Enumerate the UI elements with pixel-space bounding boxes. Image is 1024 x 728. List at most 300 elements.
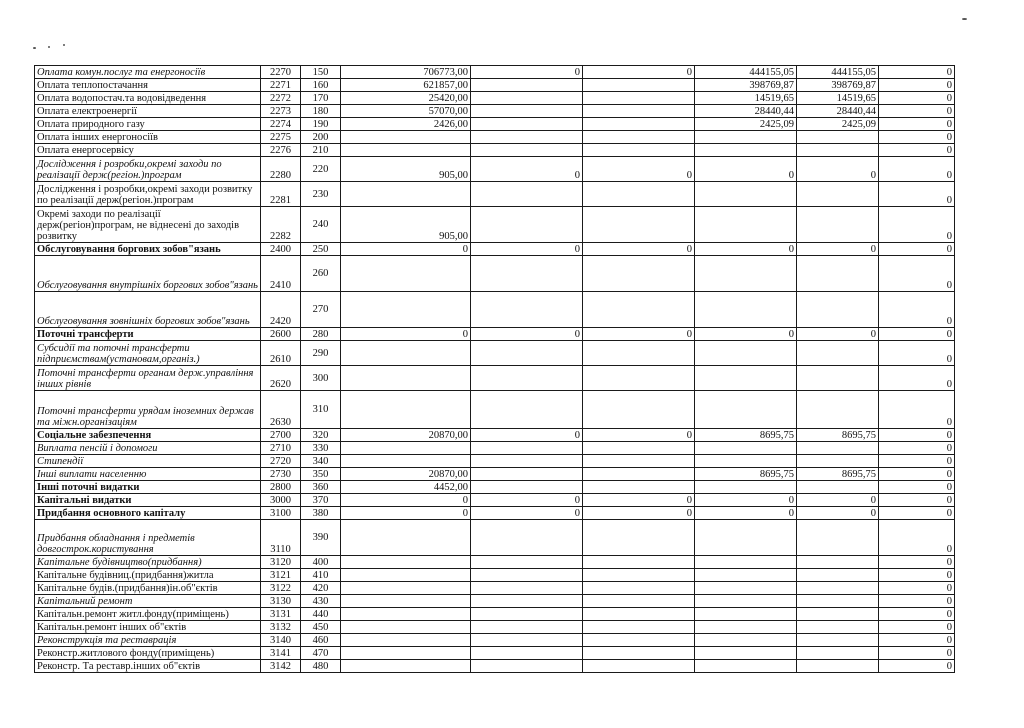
row-code-cell: 3120 bbox=[261, 556, 301, 569]
row-line-cell: 350 bbox=[301, 468, 341, 481]
row-value-cell: 0 bbox=[583, 507, 695, 520]
row-code-cell: 2800 bbox=[261, 481, 301, 494]
row-value-cell: 0 bbox=[583, 429, 695, 442]
row-value-cell bbox=[471, 341, 583, 366]
row-value-cell: 0 bbox=[879, 157, 955, 182]
row-name-cell: Капітальн.ремонт інших об"єктів bbox=[35, 621, 261, 634]
table-row bbox=[35, 131, 955, 144]
row-value-cell bbox=[471, 118, 583, 131]
row-line-cell: 430 bbox=[301, 595, 341, 608]
row-value-cell: 28440,44 bbox=[695, 105, 797, 118]
row-value-cell bbox=[471, 621, 583, 634]
row-name-cell: Стипендії bbox=[35, 455, 261, 468]
row-code-cell: 2610 bbox=[261, 341, 301, 366]
row-value-cell: 14519,65 bbox=[695, 92, 797, 105]
table-row bbox=[35, 634, 955, 647]
row-name-cell: Придбання основного капіталу bbox=[35, 507, 261, 520]
row-line-cell: 170 bbox=[301, 92, 341, 105]
row-value-cell: 2426,00 bbox=[341, 118, 471, 131]
row-value-cell bbox=[695, 442, 797, 455]
row-code-cell: 2275 bbox=[261, 131, 301, 144]
row-value-cell bbox=[695, 595, 797, 608]
row-value-cell: 0 bbox=[879, 92, 955, 105]
row-code-cell: 2630 bbox=[261, 391, 301, 429]
row-value-cell bbox=[341, 391, 471, 429]
row-value-cell bbox=[695, 582, 797, 595]
row-value-cell bbox=[583, 341, 695, 366]
row-value-cell bbox=[471, 292, 583, 328]
row-name-cell: Поточні трансферти органам держ.управління інших рівнів bbox=[35, 366, 261, 391]
row-value-cell: 0 bbox=[341, 328, 471, 341]
row-value-cell bbox=[695, 131, 797, 144]
row-value-cell: 0 bbox=[341, 243, 471, 256]
table-row bbox=[35, 481, 955, 494]
row-value-cell bbox=[695, 634, 797, 647]
row-line-cell: 210 bbox=[301, 144, 341, 157]
table-row bbox=[35, 182, 955, 207]
row-value-cell bbox=[583, 455, 695, 468]
table-row bbox=[35, 256, 955, 292]
row-value-cell bbox=[583, 292, 695, 328]
row-value-cell bbox=[695, 366, 797, 391]
row-value-cell bbox=[583, 468, 695, 481]
row-name-cell: Реконстр.житлового фонду(приміщень) bbox=[35, 647, 261, 660]
row-name-cell: Обслуговування зовнішніх боргових зобов"язань bbox=[35, 292, 261, 328]
row-line-cell: 370 bbox=[301, 494, 341, 507]
row-value-cell: 0 bbox=[879, 131, 955, 144]
row-value-cell bbox=[341, 256, 471, 292]
row-name-cell: Оплата інших енергоносіїв bbox=[35, 131, 261, 144]
row-value-cell bbox=[583, 520, 695, 556]
table-row bbox=[35, 520, 955, 556]
row-value-cell bbox=[695, 556, 797, 569]
row-value-cell bbox=[695, 608, 797, 621]
table-row bbox=[35, 595, 955, 608]
row-value-cell bbox=[583, 105, 695, 118]
row-value-cell bbox=[797, 182, 879, 207]
table-row bbox=[35, 341, 955, 366]
row-value-cell bbox=[471, 468, 583, 481]
table-row bbox=[35, 79, 955, 92]
row-value-cell bbox=[695, 520, 797, 556]
row-value-cell: 0 bbox=[797, 243, 879, 256]
row-value-cell bbox=[583, 582, 695, 595]
row-name-cell: Інші виплати населенню bbox=[35, 468, 261, 481]
row-line-cell: 450 bbox=[301, 621, 341, 634]
row-value-cell: 20870,00 bbox=[341, 468, 471, 481]
row-name-cell: Оплата комун.послуг та енергоносіїв bbox=[35, 66, 261, 79]
row-line-cell: 280 bbox=[301, 328, 341, 341]
row-value-cell: 0 bbox=[879, 182, 955, 207]
row-value-cell: 0 bbox=[583, 243, 695, 256]
scan-speck bbox=[48, 46, 50, 48]
row-value-cell: 0 bbox=[797, 328, 879, 341]
row-value-cell: 0 bbox=[879, 595, 955, 608]
row-value-cell bbox=[341, 556, 471, 569]
row-value-cell bbox=[471, 634, 583, 647]
row-name-cell: Оплата природного газу bbox=[35, 118, 261, 131]
row-value-cell: 0 bbox=[879, 118, 955, 131]
row-value-cell bbox=[471, 481, 583, 494]
row-value-cell: 14519,65 bbox=[797, 92, 879, 105]
row-value-cell bbox=[471, 556, 583, 569]
row-value-cell bbox=[797, 647, 879, 660]
row-value-cell: 0 bbox=[695, 157, 797, 182]
table-row bbox=[35, 391, 955, 429]
row-value-cell bbox=[471, 105, 583, 118]
row-value-cell bbox=[341, 608, 471, 621]
row-value-cell: 0 bbox=[879, 207, 955, 243]
table-row bbox=[35, 292, 955, 328]
row-value-cell: 0 bbox=[695, 494, 797, 507]
row-line-cell: 300 bbox=[301, 366, 341, 391]
row-value-cell: 8695,75 bbox=[797, 468, 879, 481]
row-value-cell bbox=[797, 569, 879, 582]
row-value-cell bbox=[341, 582, 471, 595]
row-name-cell: Поточні трансферти bbox=[35, 328, 261, 341]
row-value-cell: 0 bbox=[879, 556, 955, 569]
row-value-cell bbox=[583, 92, 695, 105]
row-value-cell bbox=[471, 391, 583, 429]
row-line-cell: 330 bbox=[301, 442, 341, 455]
row-value-cell: 0 bbox=[797, 157, 879, 182]
row-value-cell: 0 bbox=[879, 328, 955, 341]
row-line-cell: 290 bbox=[301, 341, 341, 366]
row-value-cell bbox=[695, 391, 797, 429]
row-value-cell bbox=[341, 647, 471, 660]
row-line-cell: 460 bbox=[301, 634, 341, 647]
row-value-cell: 398769,87 bbox=[797, 79, 879, 92]
row-value-cell: 2425,09 bbox=[797, 118, 879, 131]
row-value-cell bbox=[797, 292, 879, 328]
row-value-cell: 0 bbox=[879, 520, 955, 556]
row-line-cell: 190 bbox=[301, 118, 341, 131]
row-value-cell bbox=[341, 442, 471, 455]
table-row bbox=[35, 569, 955, 582]
row-code-cell: 2410 bbox=[261, 256, 301, 292]
row-value-cell: 20870,00 bbox=[341, 429, 471, 442]
row-value-cell bbox=[341, 595, 471, 608]
row-value-cell bbox=[695, 455, 797, 468]
row-value-cell bbox=[797, 207, 879, 243]
row-value-cell: 0 bbox=[879, 455, 955, 468]
row-value-cell: 0 bbox=[879, 341, 955, 366]
row-value-cell bbox=[341, 131, 471, 144]
row-value-cell bbox=[797, 582, 879, 595]
row-value-cell bbox=[341, 634, 471, 647]
table-row bbox=[35, 144, 955, 157]
row-value-cell: 0 bbox=[879, 494, 955, 507]
row-value-cell: 0 bbox=[879, 292, 955, 328]
row-value-cell bbox=[583, 621, 695, 634]
row-value-cell bbox=[471, 608, 583, 621]
row-code-cell: 2600 bbox=[261, 328, 301, 341]
row-line-cell: 360 bbox=[301, 481, 341, 494]
row-value-cell: 0 bbox=[471, 66, 583, 79]
row-value-cell: 8695,75 bbox=[695, 429, 797, 442]
row-value-cell bbox=[583, 256, 695, 292]
row-name-cell: Соціальне забезпечення bbox=[35, 429, 261, 442]
row-value-cell: 905,00 bbox=[341, 207, 471, 243]
row-value-cell bbox=[583, 647, 695, 660]
row-name-cell: Капітальне будівниц.(придбання)житла bbox=[35, 569, 261, 582]
row-value-cell bbox=[583, 569, 695, 582]
row-line-cell: 200 bbox=[301, 131, 341, 144]
row-value-cell bbox=[695, 621, 797, 634]
row-value-cell bbox=[797, 634, 879, 647]
row-value-cell: 0 bbox=[879, 507, 955, 520]
row-code-cell: 3131 bbox=[261, 608, 301, 621]
row-value-cell: 0 bbox=[879, 660, 955, 673]
table-row bbox=[35, 92, 955, 105]
row-code-cell: 2281 bbox=[261, 182, 301, 207]
row-value-cell bbox=[341, 366, 471, 391]
row-name-cell: Капітальні видатки bbox=[35, 494, 261, 507]
row-value-cell: 25420,00 bbox=[341, 92, 471, 105]
row-line-cell: 470 bbox=[301, 647, 341, 660]
row-code-cell: 3110 bbox=[261, 520, 301, 556]
table-row bbox=[35, 582, 955, 595]
row-value-cell: 2425,09 bbox=[695, 118, 797, 131]
table-row bbox=[35, 608, 955, 621]
row-value-cell: 0 bbox=[879, 647, 955, 660]
row-value-cell bbox=[583, 556, 695, 569]
row-value-cell: 0 bbox=[471, 494, 583, 507]
row-value-cell bbox=[583, 144, 695, 157]
row-value-cell: 0 bbox=[471, 157, 583, 182]
row-value-cell: 0 bbox=[879, 66, 955, 79]
row-line-cell: 260 bbox=[301, 256, 341, 292]
row-value-cell: 0 bbox=[471, 429, 583, 442]
row-code-cell: 3130 bbox=[261, 595, 301, 608]
row-value-cell bbox=[471, 182, 583, 207]
row-value-cell bbox=[797, 595, 879, 608]
row-code-cell: 2730 bbox=[261, 468, 301, 481]
row-code-cell: 2270 bbox=[261, 66, 301, 79]
row-value-cell bbox=[341, 341, 471, 366]
row-value-cell bbox=[695, 647, 797, 660]
row-code-cell: 2420 bbox=[261, 292, 301, 328]
row-value-cell bbox=[797, 556, 879, 569]
row-value-cell bbox=[583, 608, 695, 621]
row-value-cell: 0 bbox=[583, 494, 695, 507]
table-row bbox=[35, 429, 955, 442]
row-value-cell: 0 bbox=[879, 243, 955, 256]
row-code-cell: 3100 bbox=[261, 507, 301, 520]
row-value-cell bbox=[797, 481, 879, 494]
row-value-cell: 0 bbox=[583, 157, 695, 182]
row-code-cell: 2620 bbox=[261, 366, 301, 391]
row-value-cell: 0 bbox=[879, 79, 955, 92]
row-line-cell: 150 bbox=[301, 66, 341, 79]
table-row bbox=[35, 118, 955, 131]
scan-speck bbox=[63, 44, 65, 46]
row-value-cell bbox=[797, 144, 879, 157]
table-row bbox=[35, 366, 955, 391]
row-value-cell bbox=[583, 79, 695, 92]
row-value-cell: 0 bbox=[341, 507, 471, 520]
row-value-cell bbox=[695, 660, 797, 673]
scan-speck bbox=[33, 47, 36, 49]
row-name-cell: Капітальне будівництво(придбання) bbox=[35, 556, 261, 569]
row-name-cell: Виплата пенсій і допомоги bbox=[35, 442, 261, 455]
table-row bbox=[35, 647, 955, 660]
row-value-cell bbox=[583, 207, 695, 243]
row-line-cell: 230 bbox=[301, 182, 341, 207]
row-value-cell bbox=[471, 256, 583, 292]
row-value-cell: 0 bbox=[797, 507, 879, 520]
row-value-cell bbox=[471, 647, 583, 660]
row-name-cell: Оплата водопостач.та водовідведення bbox=[35, 92, 261, 105]
row-value-cell: 57070,00 bbox=[341, 105, 471, 118]
row-value-cell bbox=[341, 520, 471, 556]
row-name-cell: Поточні трансферти урядам іноземних держав та міжн.організаціям bbox=[35, 391, 261, 429]
row-line-cell: 410 bbox=[301, 569, 341, 582]
row-value-cell: 0 bbox=[695, 507, 797, 520]
row-line-cell: 440 bbox=[301, 608, 341, 621]
row-value-cell: 398769,87 bbox=[695, 79, 797, 92]
row-value-cell: 8695,75 bbox=[797, 429, 879, 442]
row-code-cell: 2273 bbox=[261, 105, 301, 118]
row-value-cell bbox=[797, 442, 879, 455]
row-value-cell: 444155,05 bbox=[797, 66, 879, 79]
row-value-cell bbox=[797, 391, 879, 429]
table-row bbox=[35, 328, 955, 341]
row-value-cell: 905,00 bbox=[341, 157, 471, 182]
table-row bbox=[35, 621, 955, 634]
row-value-cell: 0 bbox=[879, 582, 955, 595]
row-value-cell bbox=[471, 79, 583, 92]
row-value-cell bbox=[341, 455, 471, 468]
row-value-cell: 0 bbox=[341, 494, 471, 507]
row-line-cell: 240 bbox=[301, 207, 341, 243]
row-value-cell: 0 bbox=[879, 468, 955, 481]
row-line-cell: 250 bbox=[301, 243, 341, 256]
row-value-cell bbox=[471, 131, 583, 144]
row-value-cell: 0 bbox=[879, 429, 955, 442]
table-row bbox=[35, 157, 955, 182]
row-value-cell bbox=[695, 569, 797, 582]
row-name-cell: Обслуговування боргових зобов"язань bbox=[35, 243, 261, 256]
row-name-cell: Оплата енергосервісу bbox=[35, 144, 261, 157]
row-line-cell: 480 bbox=[301, 660, 341, 673]
table-row bbox=[35, 660, 955, 673]
row-code-cell: 2272 bbox=[261, 92, 301, 105]
row-value-cell bbox=[471, 569, 583, 582]
row-value-cell: 0 bbox=[879, 366, 955, 391]
row-value-cell: 0 bbox=[471, 507, 583, 520]
scan-speck bbox=[962, 18, 967, 20]
row-code-cell: 3140 bbox=[261, 634, 301, 647]
table-row bbox=[35, 468, 955, 481]
row-value-cell bbox=[471, 520, 583, 556]
table-row bbox=[35, 243, 955, 256]
row-value-cell bbox=[695, 292, 797, 328]
row-value-cell bbox=[583, 182, 695, 207]
row-value-cell: 0 bbox=[471, 243, 583, 256]
row-name-cell: Капітальн.ремонт житл.фонду(приміщень) bbox=[35, 608, 261, 621]
row-value-cell bbox=[695, 144, 797, 157]
row-line-cell: 270 bbox=[301, 292, 341, 328]
row-code-cell: 2710 bbox=[261, 442, 301, 455]
row-name-cell: Реконстр. Та реставр.інших об"єктів bbox=[35, 660, 261, 673]
row-name-cell: Інші поточні видатки bbox=[35, 481, 261, 494]
row-value-cell bbox=[583, 634, 695, 647]
table-row bbox=[35, 66, 955, 79]
row-value-cell: 4452,00 bbox=[341, 481, 471, 494]
row-value-cell bbox=[583, 481, 695, 494]
row-value-cell: 0 bbox=[879, 391, 955, 429]
row-line-cell: 400 bbox=[301, 556, 341, 569]
row-value-cell bbox=[695, 182, 797, 207]
row-line-cell: 340 bbox=[301, 455, 341, 468]
row-value-cell bbox=[797, 621, 879, 634]
row-value-cell: 0 bbox=[879, 634, 955, 647]
row-value-cell bbox=[695, 256, 797, 292]
row-value-cell bbox=[797, 520, 879, 556]
row-line-cell: 160 bbox=[301, 79, 341, 92]
row-value-cell: 0 bbox=[695, 243, 797, 256]
row-value-cell: 28440,44 bbox=[797, 105, 879, 118]
row-name-cell: Дослідження і розробки,окремі заходи розвитку по реалізації держ(регіон.)програм bbox=[35, 182, 261, 207]
row-code-cell: 3122 bbox=[261, 582, 301, 595]
row-value-cell bbox=[797, 131, 879, 144]
row-value-cell bbox=[341, 292, 471, 328]
row-value-cell: 444155,05 bbox=[695, 66, 797, 79]
row-value-cell bbox=[471, 442, 583, 455]
row-value-cell bbox=[695, 207, 797, 243]
row-name-cell: Оплата теплопостачання bbox=[35, 79, 261, 92]
row-code-cell: 2720 bbox=[261, 455, 301, 468]
row-name-cell: Обслуговування внутрішніх боргових зобов"язань bbox=[35, 256, 261, 292]
row-value-cell: 621857,00 bbox=[341, 79, 471, 92]
table-row bbox=[35, 556, 955, 569]
row-value-cell bbox=[471, 144, 583, 157]
row-value-cell bbox=[341, 621, 471, 634]
row-value-cell bbox=[471, 207, 583, 243]
row-code-cell: 3141 bbox=[261, 647, 301, 660]
row-line-cell: 320 bbox=[301, 429, 341, 442]
row-value-cell bbox=[797, 660, 879, 673]
row-value-cell bbox=[471, 92, 583, 105]
row-value-cell: 0 bbox=[879, 608, 955, 621]
row-code-cell: 2274 bbox=[261, 118, 301, 131]
row-value-cell: 0 bbox=[879, 569, 955, 582]
row-value-cell bbox=[583, 118, 695, 131]
row-name-cell: Реконструкція та реставрація bbox=[35, 634, 261, 647]
row-value-cell: 0 bbox=[583, 66, 695, 79]
row-value-cell bbox=[797, 341, 879, 366]
row-value-cell: 0 bbox=[879, 481, 955, 494]
table-row bbox=[35, 442, 955, 455]
row-code-cell: 2276 bbox=[261, 144, 301, 157]
row-value-cell: 706773,00 bbox=[341, 66, 471, 79]
row-name-cell: Оплата електроенергії bbox=[35, 105, 261, 118]
report-rows bbox=[35, 66, 955, 673]
row-code-cell: 2282 bbox=[261, 207, 301, 243]
row-value-cell bbox=[471, 660, 583, 673]
row-value-cell: 0 bbox=[879, 105, 955, 118]
expenditure-report-table bbox=[34, 65, 955, 673]
row-value-cell bbox=[341, 182, 471, 207]
row-name-cell: Окремі заходи по реалізації держ(регіон)програм, не віднесені до заходів розвитку bbox=[35, 207, 261, 243]
row-value-cell: 0 bbox=[471, 328, 583, 341]
row-code-cell: 3142 bbox=[261, 660, 301, 673]
row-name-cell: Дослідження і розробки,окремі заходи по реалізації держ(регіон.)програм bbox=[35, 157, 261, 182]
row-code-cell: 2271 bbox=[261, 79, 301, 92]
row-value-cell: 0 bbox=[879, 442, 955, 455]
row-value-cell bbox=[471, 582, 583, 595]
